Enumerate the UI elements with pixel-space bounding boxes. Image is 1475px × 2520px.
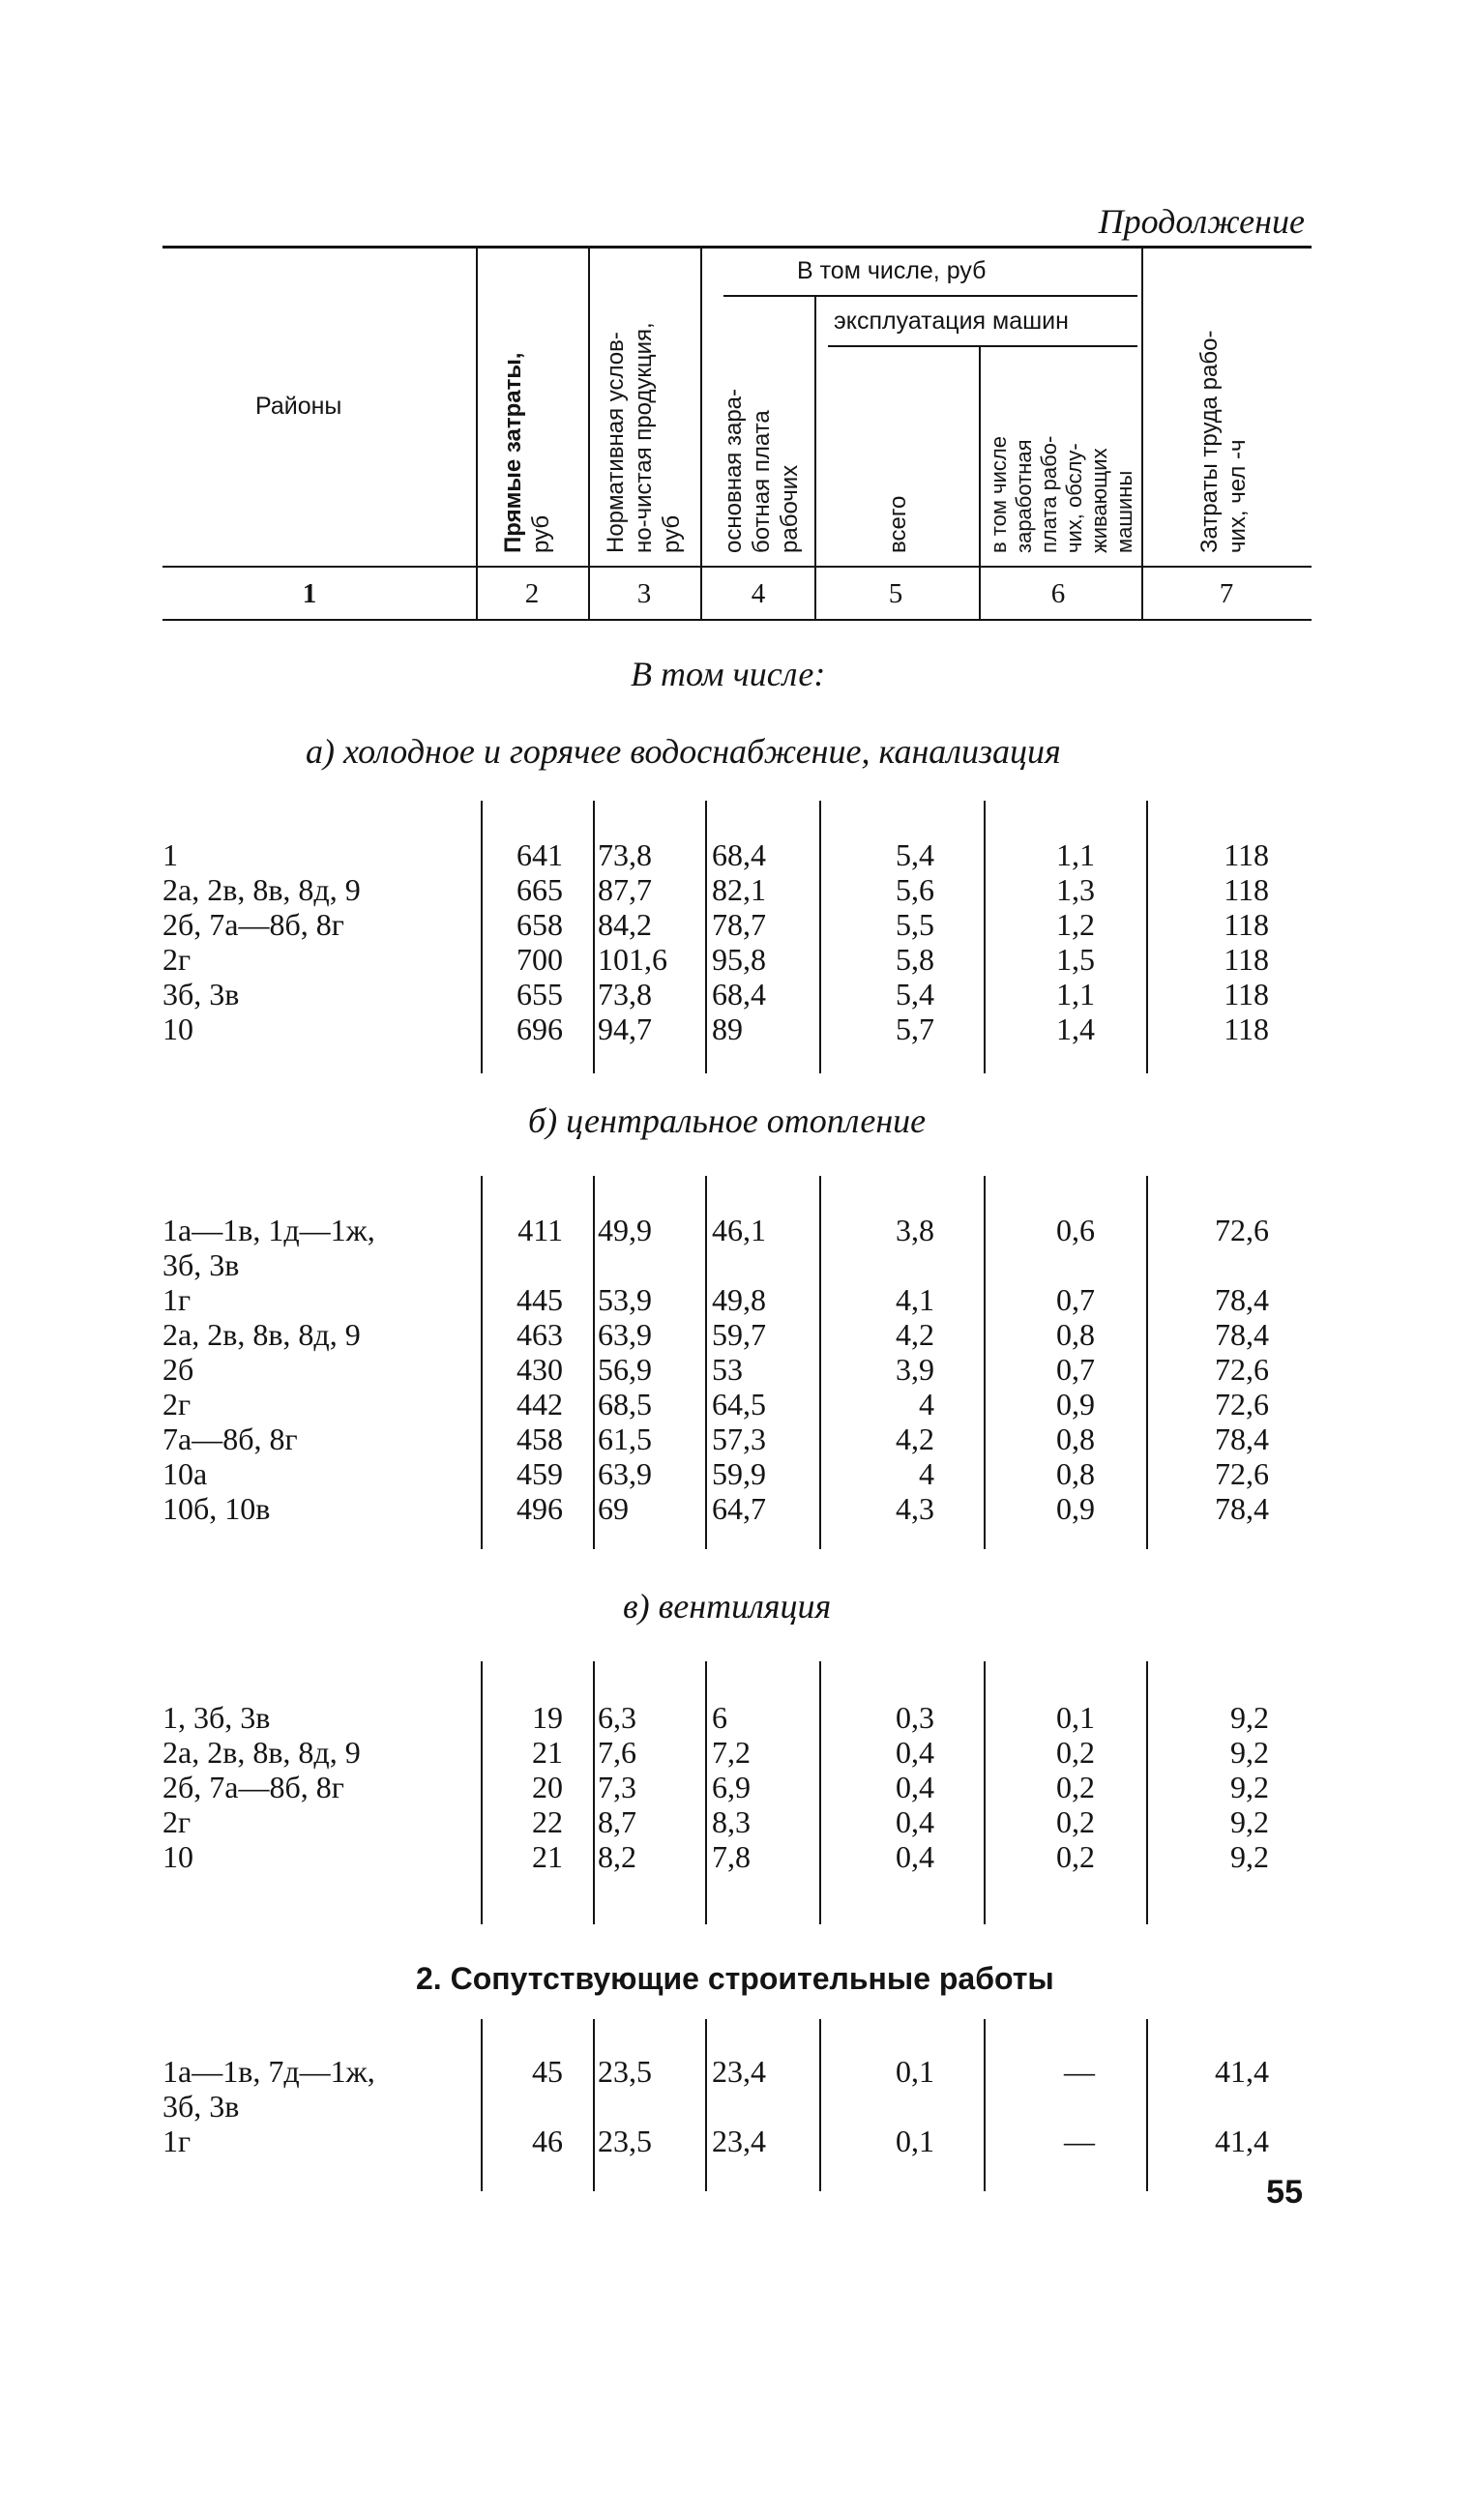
value-cell: 7,3 — [598, 1770, 636, 1804]
header-subgroup: эксплуатация машин — [834, 308, 1069, 335]
value-cell: 5,5 — [896, 907, 934, 942]
value-cell: 23,5 — [598, 2124, 652, 2158]
value-cell: 641 — [516, 837, 563, 872]
value-cell: 6,3 — [598, 1700, 636, 1735]
value-cell: 9,2 — [1230, 1804, 1269, 1839]
value-cell: 23,5 — [598, 2054, 652, 2089]
value-cell: 53,9 — [598, 1282, 652, 1317]
column-number: 7 — [1219, 578, 1234, 609]
value-cell: 1,2 — [1056, 907, 1095, 942]
value-cell: 1,4 — [1056, 1011, 1095, 1046]
district-cell: 2б — [162, 1352, 194, 1387]
value-cell: 0,1 — [896, 2124, 934, 2158]
value-cell: 1,5 — [1056, 942, 1095, 977]
value-cell: 49,8 — [712, 1282, 766, 1317]
value-cell: 69 — [598, 1491, 629, 1526]
header-vrule — [476, 248, 478, 619]
value-cell: 4 — [919, 1456, 934, 1491]
value-cell: 1,3 — [1056, 872, 1095, 907]
value-cell: 84,2 — [598, 907, 652, 942]
subgroup-rule — [828, 345, 1137, 347]
value-cell: 442 — [516, 1387, 563, 1421]
value-cell: 658 — [516, 907, 563, 942]
value-cell: 101,6 — [598, 942, 667, 977]
district-cell: 2а, 2в, 8в, 8д, 9 — [162, 1735, 361, 1770]
value-cell: 78,7 — [712, 907, 766, 942]
table-row — [0, 837, 1475, 872]
section-title: б) центральное отопление — [528, 1101, 927, 1140]
value-cell: 73,8 — [598, 977, 652, 1011]
value-cell: 8,7 — [598, 1804, 636, 1839]
value-cell: 458 — [516, 1421, 563, 1456]
value-cell: 68,4 — [712, 977, 766, 1011]
header-col2: Прямые затраты, руб — [500, 352, 554, 553]
value-cell: — — [1064, 2054, 1095, 2089]
header-bottom-rule — [162, 566, 1312, 568]
value-cell: 5,8 — [896, 942, 934, 977]
value-cell: 459 — [516, 1456, 563, 1491]
value-cell: 49,9 — [598, 1213, 652, 1247]
district-cell: 2г — [162, 942, 192, 977]
value-cell: 118 — [1224, 977, 1269, 1011]
page-number: 55 — [1266, 2174, 1303, 2211]
column-number: 4 — [751, 578, 766, 609]
value-cell: 3,9 — [896, 1352, 934, 1387]
district-cell: 2г — [162, 1804, 192, 1839]
value-cell: 4,3 — [896, 1491, 934, 1526]
table-row — [0, 1456, 1475, 1491]
value-cell: 118 — [1224, 837, 1269, 872]
section-title: а) холодное и горячее водоснабжение, канализация — [306, 732, 1061, 771]
table-row — [0, 2124, 1475, 2158]
value-cell: 21 — [532, 1839, 563, 1874]
value-cell: 0,8 — [1056, 1421, 1095, 1456]
value-cell: 8,3 — [712, 1804, 751, 1839]
value-cell: 0,9 — [1056, 1491, 1095, 1526]
value-cell: 655 — [516, 977, 563, 1011]
value-cell: 7,6 — [598, 1735, 636, 1770]
value-cell: 20 — [532, 1770, 563, 1804]
value-cell: 0,9 — [1056, 1387, 1095, 1421]
header-col6: в том числе заработная плата рабо- чих, обслу- живающих машины — [987, 435, 1136, 553]
value-cell: 5,6 — [896, 872, 934, 907]
table-row — [0, 1770, 1475, 1804]
value-cell: 118 — [1224, 942, 1269, 977]
value-cell: 78,4 — [1215, 1421, 1269, 1456]
value-cell: 63,9 — [598, 1456, 652, 1491]
value-cell: 23,4 — [712, 2054, 766, 2089]
table-row — [0, 1700, 1475, 1735]
district-cell: 10 — [162, 1839, 193, 1874]
table-row — [0, 1421, 1475, 1456]
district-cell: 2г — [162, 1387, 192, 1421]
table-row — [0, 1387, 1475, 1421]
value-cell: 73,8 — [598, 837, 652, 872]
header-vrule — [814, 296, 816, 619]
district-cell: 10а — [162, 1456, 208, 1491]
value-cell: 94,7 — [598, 1011, 652, 1046]
table-row — [0, 1839, 1475, 1874]
value-cell: 8,2 — [598, 1839, 636, 1874]
value-cell: 0,8 — [1056, 1456, 1095, 1491]
table-row — [0, 872, 1475, 907]
district-cell: 3б, 3в — [162, 977, 240, 1011]
table-row — [0, 2054, 1475, 2089]
value-cell: 445 — [516, 1282, 563, 1317]
value-cell: 61,5 — [598, 1421, 652, 1456]
value-cell: 1,1 — [1056, 837, 1095, 872]
column-number: 6 — [1050, 578, 1066, 609]
value-cell: 59,9 — [712, 1456, 766, 1491]
district-cell: 10 — [162, 1011, 193, 1046]
value-cell: 45 — [532, 2054, 563, 2089]
district-cell: 2а, 2в, 8в, 8д, 9 — [162, 872, 361, 907]
value-cell: 46,1 — [712, 1213, 766, 1247]
value-cell: 82,1 — [712, 872, 766, 907]
value-cell: 56,9 — [598, 1352, 652, 1387]
header-vrule — [588, 248, 590, 619]
district-cell: 3б, 3в — [162, 2089, 240, 2124]
value-cell: 3,8 — [896, 1213, 934, 1247]
value-cell: 9,2 — [1230, 1770, 1269, 1804]
district-cell: 1а—1в, 1д—1ж, — [162, 1213, 375, 1247]
column-number: 2 — [524, 578, 540, 609]
value-cell: 1,1 — [1056, 977, 1095, 1011]
value-cell: 95,8 — [712, 942, 766, 977]
table-row — [0, 1352, 1475, 1387]
value-cell: 64,7 — [712, 1491, 766, 1526]
value-cell: 0,4 — [896, 1735, 934, 1770]
table-row — [0, 1011, 1475, 1046]
value-cell: 5,4 — [896, 977, 934, 1011]
value-cell: 0,7 — [1056, 1352, 1095, 1387]
district-cell: 2б, 7а—8б, 8г — [162, 907, 344, 942]
header-col7: Затраты труда рабо- чих, чел -ч — [1196, 330, 1251, 553]
value-cell: 118 — [1224, 872, 1269, 907]
value-cell: 0,4 — [896, 1804, 934, 1839]
value-cell: 78,4 — [1215, 1282, 1269, 1317]
value-cell: 7,8 — [712, 1839, 751, 1874]
value-cell: 21 — [532, 1735, 563, 1770]
value-cell: 700 — [516, 942, 563, 977]
value-cell: 72,6 — [1215, 1352, 1269, 1387]
column-number: 3 — [636, 578, 652, 609]
value-cell: 496 — [516, 1491, 563, 1526]
district-cell: 1 — [162, 837, 178, 872]
section-intro: В том числе: — [631, 655, 826, 693]
header-vrule — [700, 248, 702, 619]
value-cell: 68,5 — [598, 1387, 652, 1421]
column-number: 5 — [888, 578, 903, 609]
table-row — [0, 1317, 1475, 1352]
value-cell: 0,8 — [1056, 1317, 1095, 1352]
value-cell: 9,2 — [1230, 1735, 1269, 1770]
table-row — [0, 907, 1475, 942]
value-cell: 89 — [712, 1011, 743, 1046]
value-cell: 0,2 — [1056, 1770, 1095, 1804]
value-cell: 5,7 — [896, 1011, 934, 1046]
value-cell: 0,1 — [1056, 1700, 1095, 1735]
value-cell: 118 — [1224, 1011, 1269, 1046]
value-cell: 78,4 — [1215, 1491, 1269, 1526]
value-cell: 72,6 — [1215, 1387, 1269, 1421]
value-cell: 63,9 — [598, 1317, 652, 1352]
table-row — [0, 977, 1475, 1011]
section-title: в) вентиляция — [623, 1587, 832, 1626]
header-col4: основная зара- ботная плата рабочих — [721, 388, 803, 553]
value-cell: 59,7 — [712, 1317, 766, 1352]
district-cell: 7а—8б, 8г — [162, 1421, 298, 1456]
value-cell: 41,4 — [1215, 2054, 1269, 2089]
value-cell: 5,4 — [896, 837, 934, 872]
value-cell: 46 — [532, 2124, 563, 2158]
value-cell: 0,2 — [1056, 1735, 1095, 1770]
district-cell: 1г — [162, 2124, 192, 2158]
table-row — [0, 1804, 1475, 1839]
value-cell: 411 — [517, 1213, 563, 1247]
value-cell: 430 — [516, 1352, 563, 1387]
value-cell: 41,4 — [1215, 2124, 1269, 2158]
table-row — [0, 1213, 1475, 1247]
value-cell: 0,6 — [1056, 1213, 1095, 1247]
table-row — [0, 2089, 1475, 2124]
district-cell: 3б, 3в — [162, 1247, 240, 1282]
value-cell: 6 — [712, 1700, 727, 1735]
value-cell: 118 — [1224, 907, 1269, 942]
column-number: 1 — [302, 578, 317, 609]
district-cell: 2а, 2в, 8в, 8д, 9 — [162, 1317, 361, 1352]
district-cell: 1г — [162, 1282, 192, 1317]
value-cell: 4,2 — [896, 1317, 934, 1352]
header-vrule — [979, 346, 981, 619]
value-cell: 22 — [532, 1804, 563, 1839]
value-cell: 4,1 — [896, 1282, 934, 1317]
value-cell: 6,9 — [712, 1770, 751, 1804]
value-cell: 463 — [516, 1317, 563, 1352]
table-row — [0, 1247, 1475, 1282]
header-col3: Нормативная услов- но-чистая продукция, руб — [603, 322, 685, 553]
value-cell: 0,4 — [896, 1770, 934, 1804]
value-cell: 57,3 — [712, 1421, 766, 1456]
value-cell: 64,5 — [712, 1387, 766, 1421]
value-cell: 0,4 — [896, 1839, 934, 1874]
value-cell: 87,7 — [598, 872, 652, 907]
value-cell: 72,6 — [1215, 1213, 1269, 1247]
value-cell: 0,2 — [1056, 1804, 1095, 1839]
value-cell: 53 — [712, 1352, 743, 1387]
header-col1: Районы — [255, 393, 342, 420]
table-row — [0, 1735, 1475, 1770]
value-cell: 19 — [532, 1700, 563, 1735]
value-cell: 78,4 — [1215, 1317, 1269, 1352]
district-cell: 10б, 10в — [162, 1491, 271, 1526]
header-group: В том числе, руб — [797, 257, 987, 284]
value-cell: 696 — [516, 1011, 563, 1046]
district-cell: 1а—1в, 7д—1ж, — [162, 2054, 375, 2089]
table-row — [0, 942, 1475, 977]
table-row — [0, 1491, 1475, 1526]
value-cell: 0,1 — [896, 2054, 934, 2089]
value-cell: 0,2 — [1056, 1839, 1095, 1874]
value-cell: 4 — [919, 1387, 934, 1421]
value-cell: 0,3 — [896, 1700, 934, 1735]
value-cell: — — [1064, 2124, 1095, 2158]
value-cell: 665 — [516, 872, 563, 907]
header-col5: всего — [885, 495, 911, 553]
value-cell: 9,2 — [1230, 1839, 1269, 1874]
group-rule — [723, 295, 1137, 297]
header-vrule — [1141, 248, 1143, 619]
value-cell: 9,2 — [1230, 1700, 1269, 1735]
table-top-rule — [162, 246, 1312, 249]
table-row — [0, 1282, 1475, 1317]
value-cell: 72,6 — [1215, 1456, 1269, 1491]
section-title: 2. Сопутствующие строительные работы — [416, 1961, 1054, 1996]
continuation-label: Продолжение — [1098, 202, 1305, 241]
value-cell: 4,2 — [896, 1421, 934, 1456]
value-cell: 68,4 — [712, 837, 766, 872]
value-cell: 7,2 — [712, 1735, 751, 1770]
value-cell: 0,7 — [1056, 1282, 1095, 1317]
district-cell: 2б, 7а—8б, 8г — [162, 1770, 344, 1804]
district-cell: 1, 3б, 3в — [162, 1700, 271, 1735]
numbers-bottom-rule — [162, 619, 1312, 621]
value-cell: 23,4 — [712, 2124, 766, 2158]
